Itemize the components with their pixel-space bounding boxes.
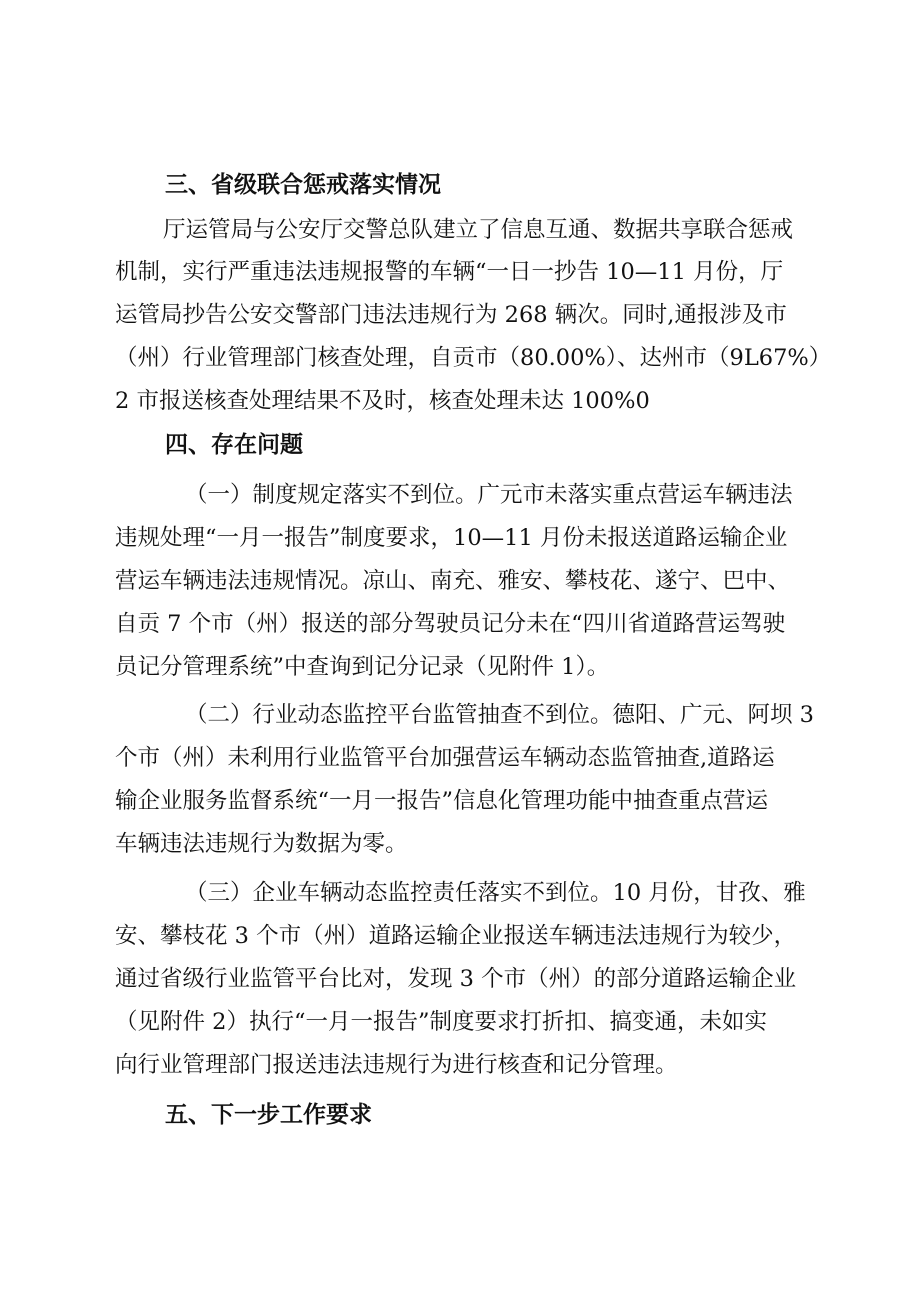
problem-2-line: 输企业服务监督系统“一月一报告”信息化管理功能中抽查重点营运 xyxy=(115,788,769,814)
section-4-heading: 四、存在问题 xyxy=(165,432,303,458)
problem-3-line: 安、攀枝花 3 个市（州）道路运输企业报送车辆违法违规行为较少， xyxy=(115,923,797,949)
problem-3-line: （三）企业车辆动态监控责任落实不到位。10 月份，甘孜、雅 xyxy=(185,880,806,906)
problem-1-line: 营运车辆违法违规情况。凉山、南充、雅安、攀枝花、遂宁、巴中、 xyxy=(115,568,791,594)
problem-2-line: （二）行业动态监控平台监管抽查不到位。德阳、广元、阿坝 3 xyxy=(185,702,814,728)
problem-2-line: 车辆违法违规行为数据为零。 xyxy=(115,831,408,857)
problem-3-line: （见附件 2）执行“一月一报告”制度要求打折扣、搞变通，未如实 xyxy=(115,1009,767,1035)
problem-3-line: 向行业管理部门报送违法违规行为进行核查和记分管理。 xyxy=(115,1052,678,1078)
section-3-line: 机制，实行严重违法违规报警的车辆“一日一抄告 10—11 月份，厅 xyxy=(115,259,784,285)
section-3-line: 厅运管局与公安厅交警总队建立了信息互通、数据共享联合惩戒 xyxy=(163,217,794,243)
problem-2-line: 个市（州）未利用行业监管平台加强营运车辆动态监管抽查,道路运 xyxy=(115,745,775,771)
problem-1-line: 自贡 7 个市（州）报送的部分驾驶员记分未在“四川省道路营运驾驶 xyxy=(115,611,786,637)
section-5-heading: 五、下一步工作要求 xyxy=(165,1102,372,1128)
section-3-line: （州）行业管理部门核查处理，自贡市（80.00%）、达州市（9L67%） xyxy=(115,345,832,371)
section-3-line: 2 市报送核查处理结果不及时，核查处理未达 100%0 xyxy=(115,388,650,414)
problem-1-line: 违规处理“一月一报告”制度要求，10—11 月份未报送道路运输企业 xyxy=(115,525,788,551)
section-3-heading: 三、省级联合惩戒落实情况 xyxy=(165,172,441,198)
section-3-line: 运管局抄告公安交警部门违法违规行为 268 辆次。同时,通报涉及市 xyxy=(115,302,787,328)
problem-3-line: 通过省级行业监管平台比对，发现 3 个市（州）的部分道路运输企业 xyxy=(115,966,797,992)
problem-1-line: 员记分管理系统”中查询到记分记录（见附件 1）。 xyxy=(115,654,610,680)
problem-1-line: （一）制度规定落实不到位。广元市未落实重点营运车辆违法 xyxy=(185,482,793,508)
